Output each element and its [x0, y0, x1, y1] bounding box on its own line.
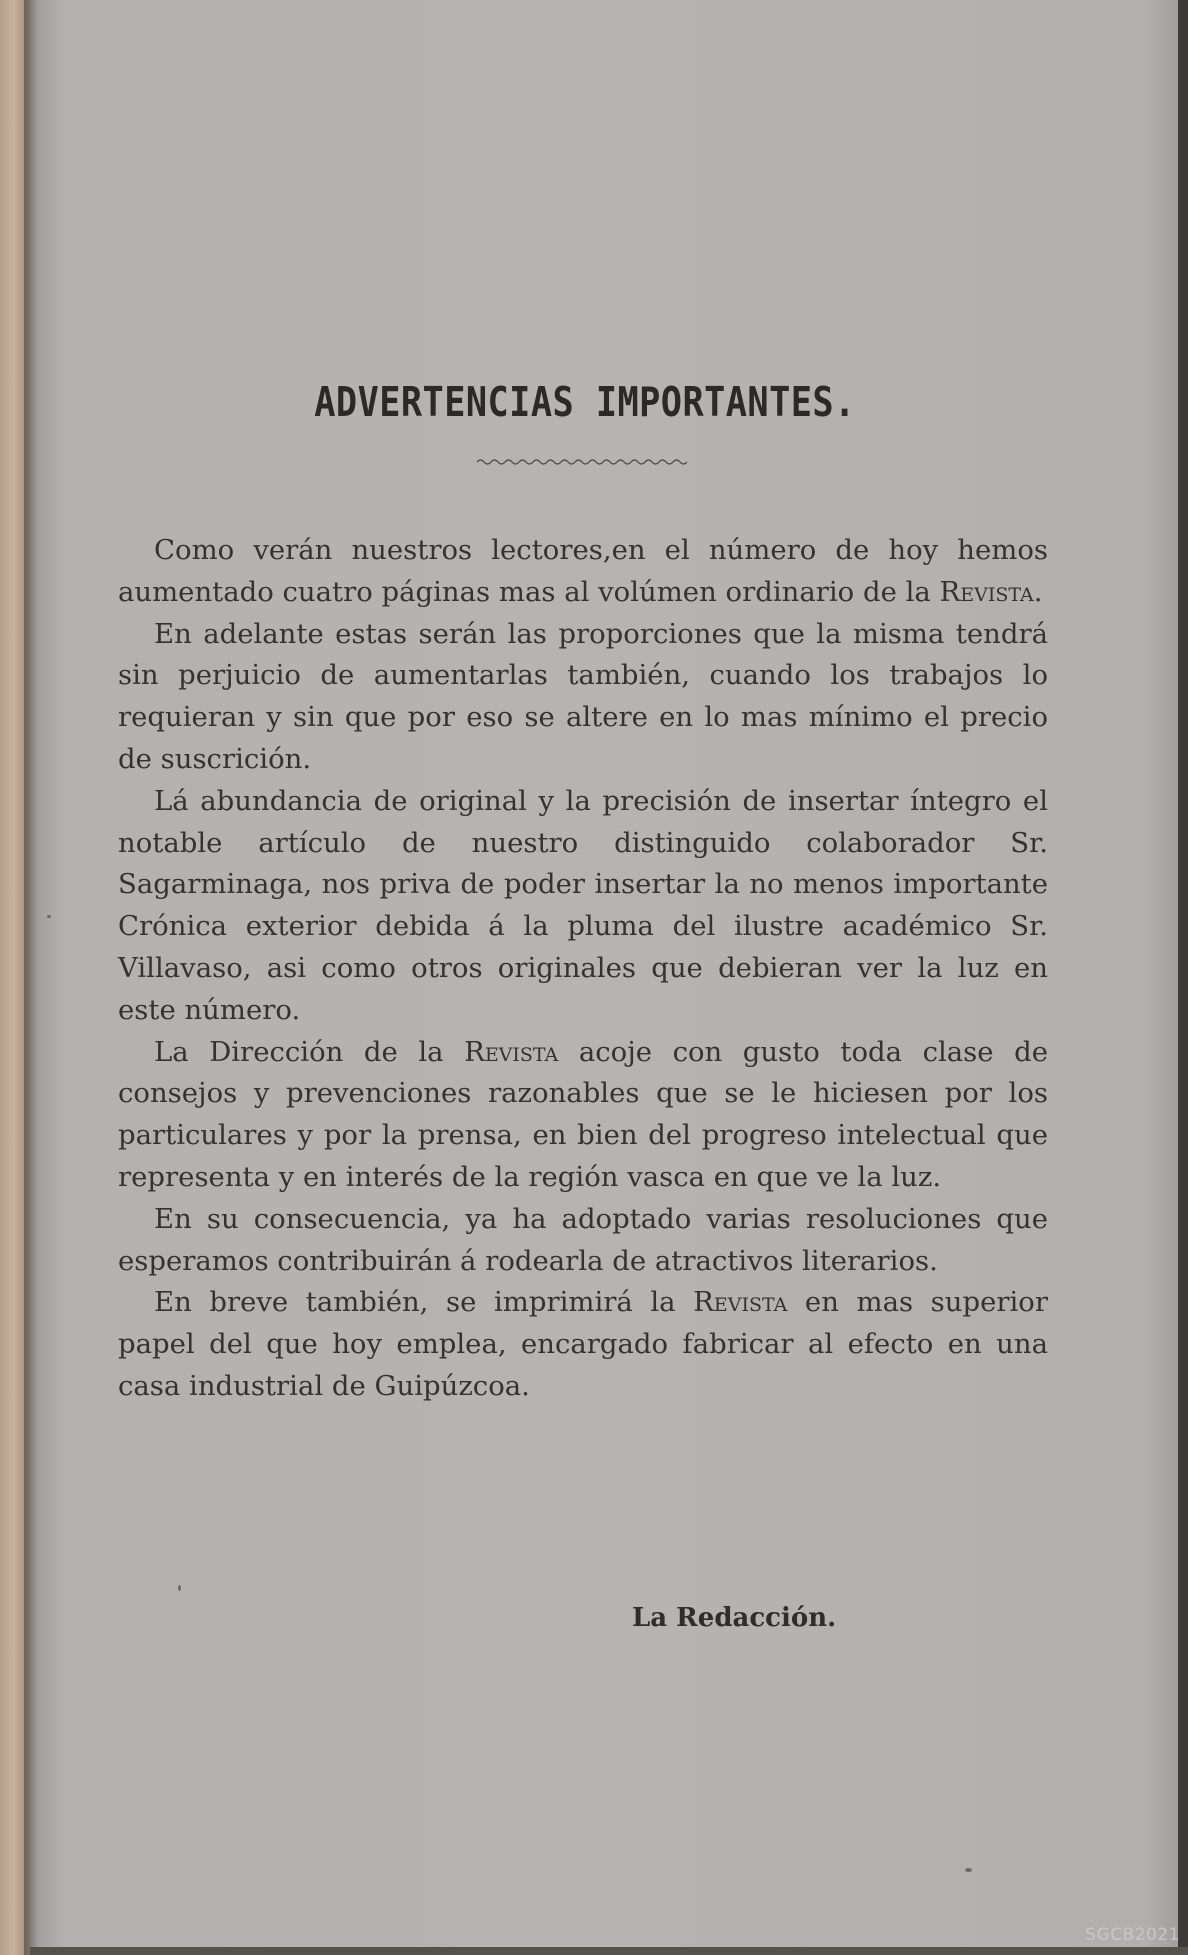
page-title: ADVERTENCIAS IMPORTANTES. — [314, 378, 856, 426]
paragraph-6: En breve también, se imprimirá la Revista en mas superior papel del que hoy emplea, encargado fabricar al efecto en una casa industrial de Guipúzcoa. — [118, 1286, 1048, 1402]
signature: La Redacción. — [632, 1603, 837, 1633]
paragraph-2: En adelante estas serán las proporciones que la misma tendrá sin perjuicio de aumentarlas también, cuando los trabajos lo requieran y sin que por eso se altere en lo mas mínimo el precio de suscrición. — [118, 617, 1048, 775]
archive-watermark: SGCB2021 — [1085, 1925, 1180, 1945]
paragraph-1: Como verán nuestros lectores,en el número de hoy hemos aumentado cuatro páginas mas al volúmen ordinario de la Revista. — [118, 534, 1048, 608]
paragraph-4: La Dirección de la Revista acoje con gusto toda clase de consejos y prevenciones razonables que se le hiciesen por los particulares y por la prensa, en bien del progreso intelectual que representa y en interés de la región vasca en que ve la luz. — [118, 1035, 1048, 1193]
article-body — [118, 530, 1048, 1408]
paragraph-3: Lá abundancia de original y la precisión de insertar íntegro el notable artículo de nuestro distinguido colaborador Sr. Sagarminaga, nos priva de poder insertar la no menos importante Crónica exterior debida á la pluma del ilustre académico Sr. Villavaso, asi como otros originales que debieran ver la luz en este número. — [118, 784, 1048, 1026]
scan-border-bottom — [30, 1947, 1188, 1955]
paper-speck — [47, 915, 51, 918]
wavy-rule — [477, 460, 687, 464]
spine-shadow — [24, 0, 38, 1955]
paper-speck — [178, 1585, 181, 1591]
title-ornament — [475, 456, 690, 468]
paragraph-5: En su consecuencia, ya ha adoptado varias resoluciones que esperamos contribuirán á rodearla de atractivos literarios. — [118, 1202, 1048, 1277]
paper-speck — [965, 1868, 972, 1872]
book-page — [30, 0, 1180, 1955]
scan-border-right — [1178, 0, 1188, 1955]
